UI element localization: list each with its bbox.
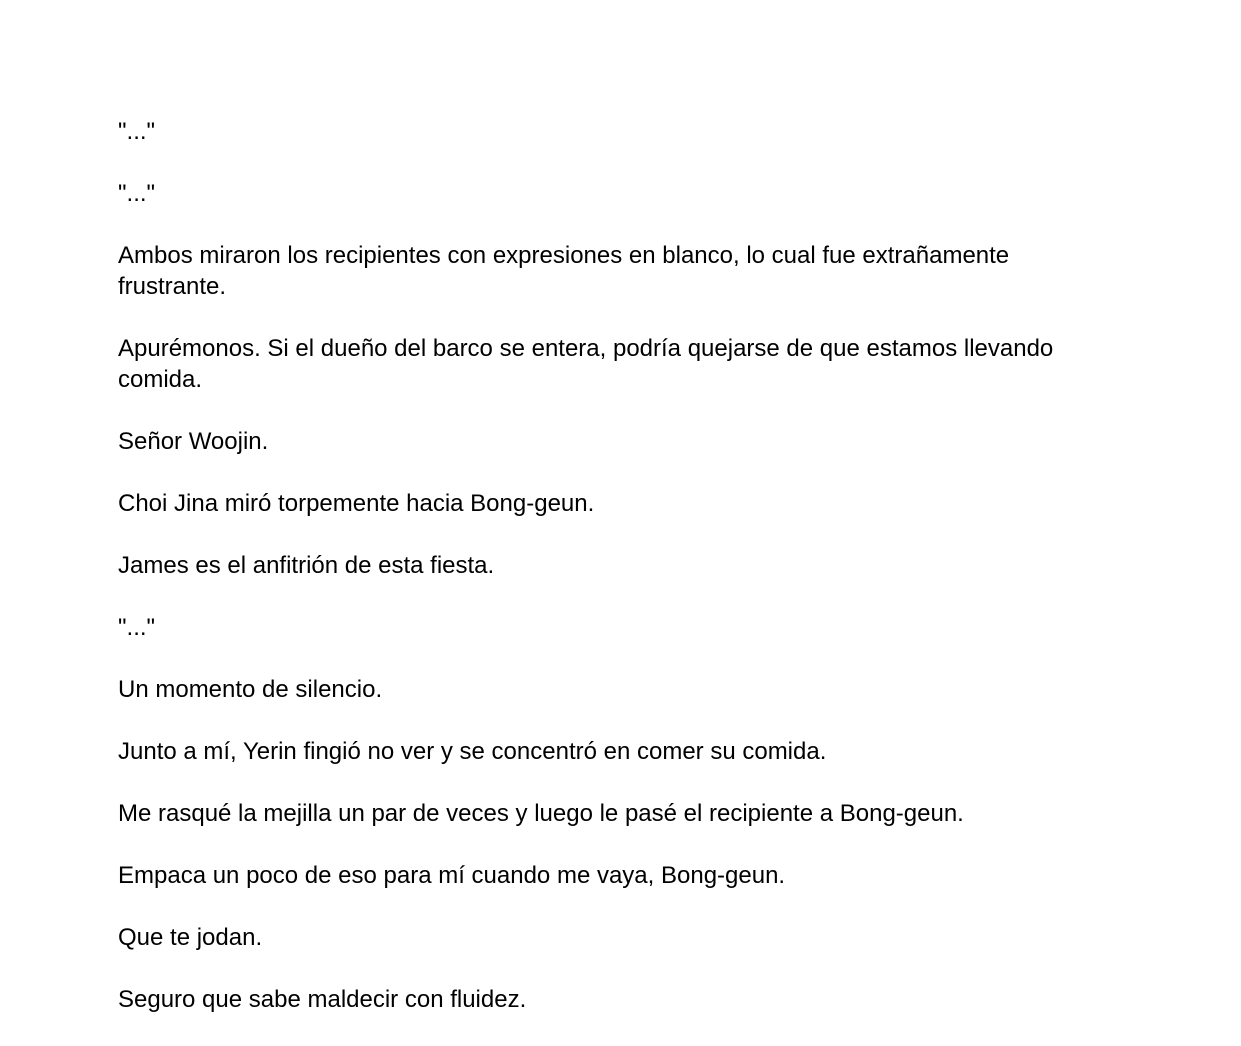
paragraph: "..." [118, 614, 156, 641]
paragraph: Señor Woojin. [118, 428, 269, 455]
paragraph: "..." [118, 180, 156, 207]
paragraph: Empaca un poco de eso para mí cuando me vaya, Bong-geun. [118, 862, 786, 889]
paragraph: Un momento de silencio. [118, 676, 383, 703]
paragraph: Choi Jina miró torpemente hacia Bong-geun. [118, 490, 595, 517]
paragraph: Me rasqué la mejilla un par de veces y luego le pasé el recipiente a Bong-geun. [118, 800, 964, 827]
paragraph: Que te jodan. [118, 924, 263, 951]
paragraph: Ambos miraron los recipientes con expresiones en blanco, lo cual fue extrañamente frustrante. [118, 242, 1010, 300]
paragraph: Junto a mí, Yerin fingió no ver y se concentró en comer su comida. [118, 738, 827, 765]
paragraph: James es el anfitrión de esta fiesta. [118, 552, 495, 579]
paragraph: Apurémonos. Si el dueño del barco se entera, podría quejarse de que estamos llevando comida. [118, 335, 1054, 393]
paragraph: "..." [118, 118, 156, 145]
document-body [118, 116, 1098, 1046]
paragraph: Seguro que sabe maldecir con fluidez. [118, 986, 527, 1013]
